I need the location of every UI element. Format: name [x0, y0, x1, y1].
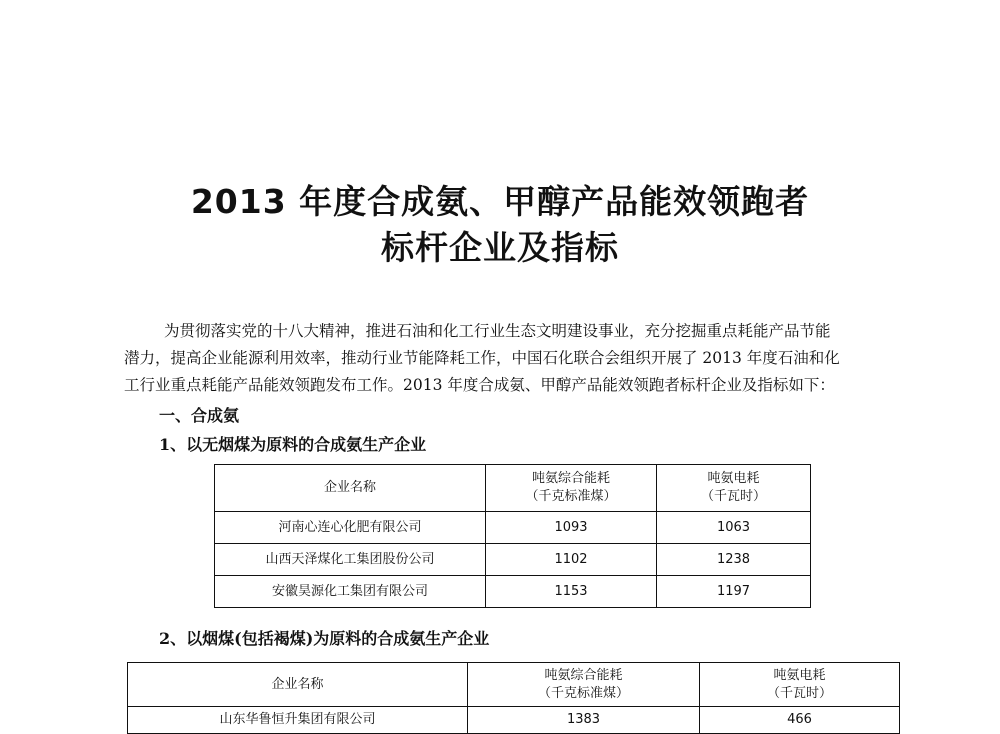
company-cell: 安徽昊源化工集团有限公司: [215, 576, 486, 608]
page-title: 2013 年度合成氨、甲醇产品能效领跑者: [190, 182, 810, 221]
column-header-power: 吨氨电耗 （千瓦时）: [657, 465, 811, 512]
bituminous-table: [127, 662, 900, 734]
subsection-bituminous: 2、以烟煤(包括褐煤)为原料的合成氨生产企业: [159, 629, 490, 648]
table-header-row: [128, 663, 900, 707]
company-cell: 山东华鲁恒升集团有限公司: [128, 707, 468, 734]
anthracite-table: [214, 464, 811, 608]
table-row: [128, 707, 900, 734]
subsection-anthracite: 1、以无烟煤为原料的合成氨生产企业: [159, 435, 427, 454]
company-cell: 山西天泽煤化工集团股份公司: [215, 544, 486, 576]
power-cell: 466: [700, 707, 900, 734]
intro-line-3: 工行业重点耗能产品能效领跑发布工作。2013 年度合成氨、甲醇产品能效领跑者标杆企业及指标如下：: [124, 376, 835, 394]
column-header-energy: 吨氨综合能耗 （千克标准煤）: [486, 465, 657, 512]
intro-line-2: 潜力，提高企业能源利用效率，推动行业节能降耗工作，中国石化联合会组织开展了 2013 年度石油和化: [124, 349, 840, 367]
energy-cell: 1153: [486, 576, 657, 608]
page-title-line-2: 标杆企业及指标: [381, 228, 619, 267]
power-cell: 1063: [657, 512, 811, 544]
table-header-row: [215, 465, 811, 512]
intro-line-1: 为贯彻落实党的十八大精神，推进石油和化工行业生态文明建设事业，充分挖掘重点耗能产品节能: [164, 322, 831, 340]
intro-paragraph: [124, 318, 916, 399]
column-header-power: 吨氨电耗 （千瓦时）: [700, 663, 900, 707]
power-cell: 1197: [657, 576, 811, 608]
energy-cell: 1383: [468, 707, 700, 734]
energy-cell: 1102: [486, 544, 657, 576]
column-header-company: 企业名称: [128, 663, 468, 707]
company-cell: 河南心连心化肥有限公司: [215, 512, 486, 544]
power-cell: 1238: [657, 544, 811, 576]
section-heading-ammonia: 一、合成氨: [159, 406, 240, 425]
table-row: [215, 544, 811, 576]
energy-cell: 1093: [486, 512, 657, 544]
table-row: [215, 576, 811, 608]
table-row: [215, 512, 811, 544]
column-header-company: 企业名称: [215, 465, 486, 512]
column-header-energy: 吨氨综合能耗 （千克标准煤）: [468, 663, 700, 707]
